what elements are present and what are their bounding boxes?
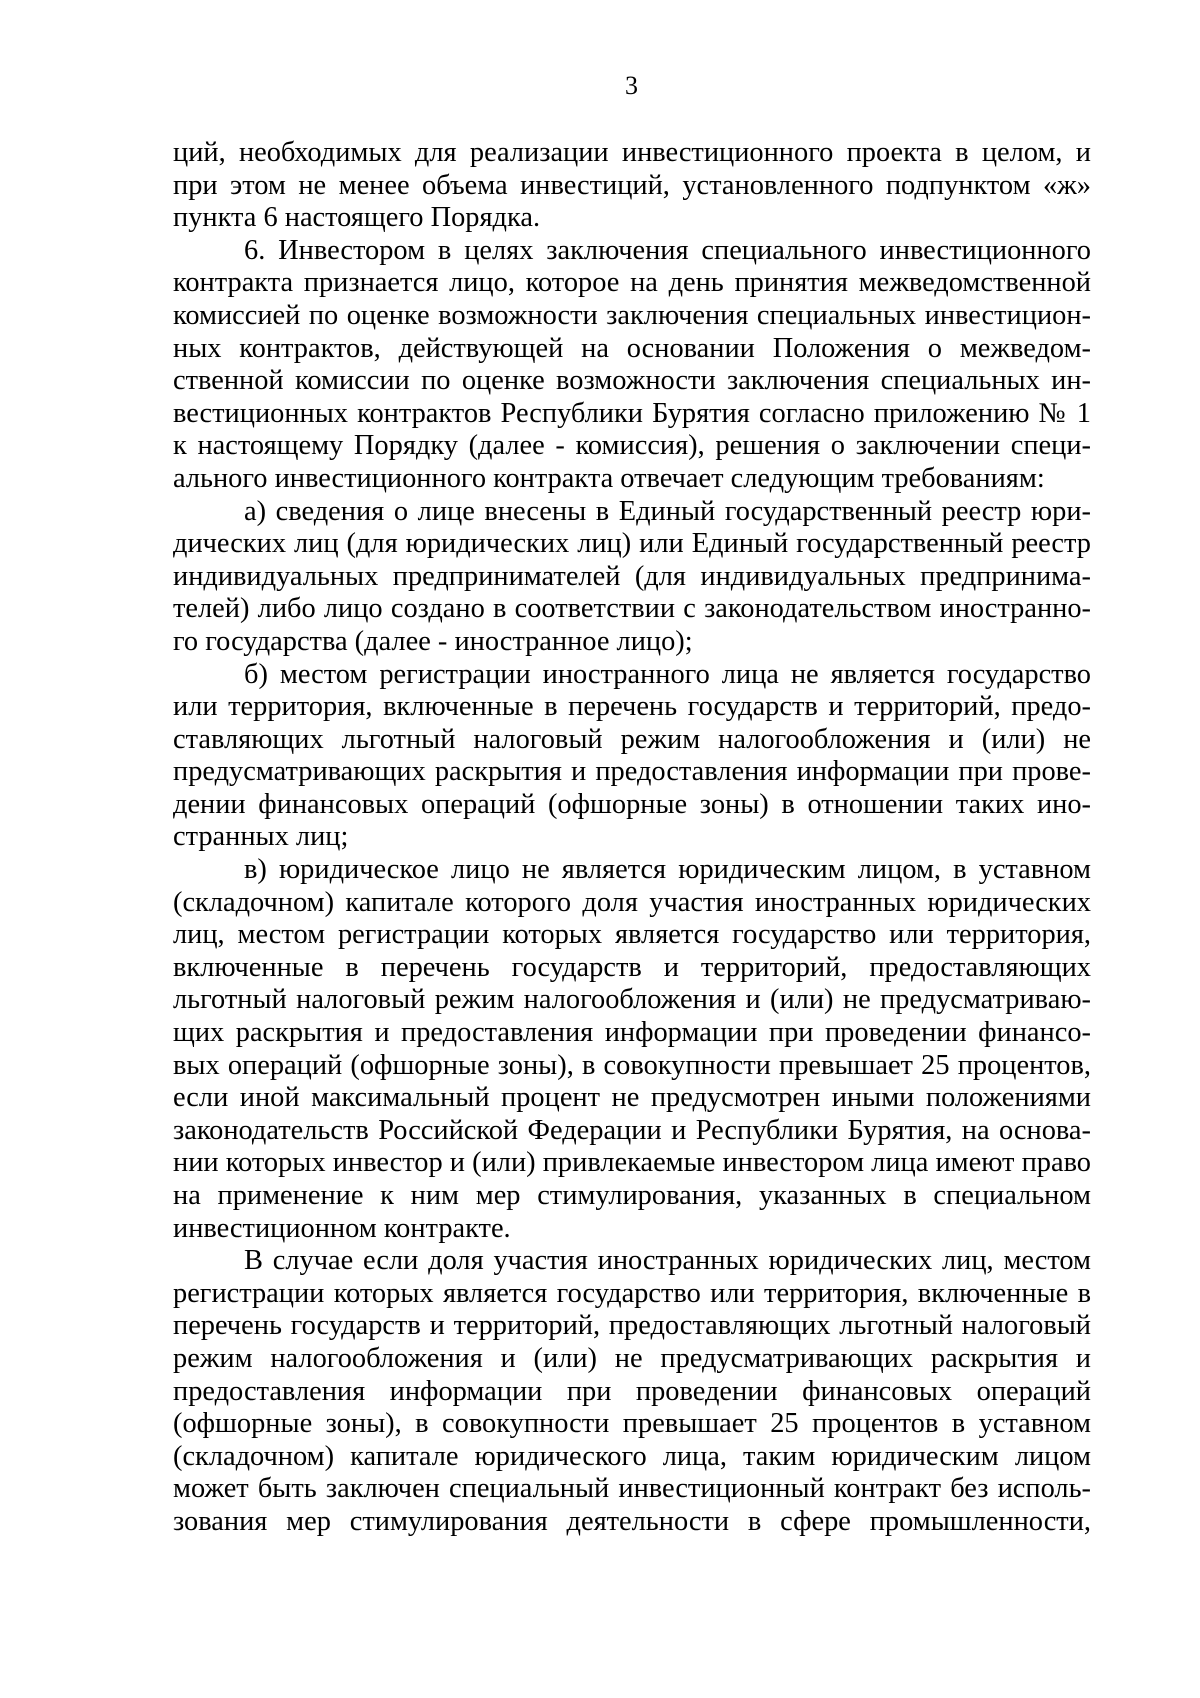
paragraph-continuation: ций, необходимых для реализации инвестиционного проекта в целом, и при этом не менее объема инвестиций, установленного подпунктом «ж» пункта 6 настоящего Порядка.: [173, 137, 1091, 234]
paragraph-subitem-b: б) местом регистрации иностранного лица не является государство или территория, включенные в перечень государств и территорий, предоставляющих льготный налоговый режим налогообложения и (или) не предусматривающих раскрытия и предоставления информации при проведении финансовых операций (офшорные зоны) в отношении таких иностранных лиц;: [173, 658, 1091, 853]
paragraph-item-6: 6. Инвестором в целях заключения специального инвестиционного контракта признается лицо, которое на день принятия межведомственной комиссией по оценке возможности заключения специальных инвестиционных контрактов, действующей на основании Положения о межведомственной комиссии по оценке возможности заключения специальных инвестиционных контрактов Республики Бурятия согласно приложению № 1 к настоящему Порядку (далее - комиссия), решения о заключении специального инвестиционного контракта отвечает следующим требованиям:: [173, 234, 1091, 494]
paragraph-subitem-a: а) сведения о лице внесены в Единый государственный реестр юридических лиц (для юридических лиц) или Единый государственный реестр индивидуальных предпринимателей (для индивидуальных предпринимателей) либо лицо создано в соответствии с законодательством иностранного государства (далее - иностранное лицо);: [173, 495, 1091, 657]
page-number: 3: [625, 71, 638, 100]
document-body: [173, 137, 1091, 1539]
paragraph-subitem-v: в) юридическое лицо не является юридическим лицом, в уставном (складочном) капитале которого доля участия иностранных юридических лиц, местом регистрации которых является государство или территория, включенные в перечень государств и территорий, предоставляющих льготный налоговый режим налогообложения и (или) не предусматривающих раскрытия и предоставления информации при проведении финансовых операций (офшорные зоны), в совокупности превышает 25 процентов, если иной максимальный процент не предусмотрен иными положениями законодательств Российской Федерации и Республики Бурятия, на основании которых инвестор и (или) привлекаемые инвестором лица имеют право на применение к ним мер стимулирования, указанных в специальном инвестиционном контракте.: [173, 854, 1091, 1244]
paragraph-foreign-share-case: В случае если доля участия иностранных юридических лиц, местом регистрации которых является государство или территория, включенные в перечень государств и территорий, предоставляющих льготный налоговый режим налогообложения и (или) не предусматривающих раскрытия и предоставления информации при проведении финансовых операций (офшорные зоны), в совокупности превышает 25 процентов в уставном (складочном) капитале юридического лица, таким юридическим лицом может быть заключен специальный инвестиционный контракт без использования мер стимулирования деятельности в сфере промышленности,: [173, 1245, 1091, 1537]
